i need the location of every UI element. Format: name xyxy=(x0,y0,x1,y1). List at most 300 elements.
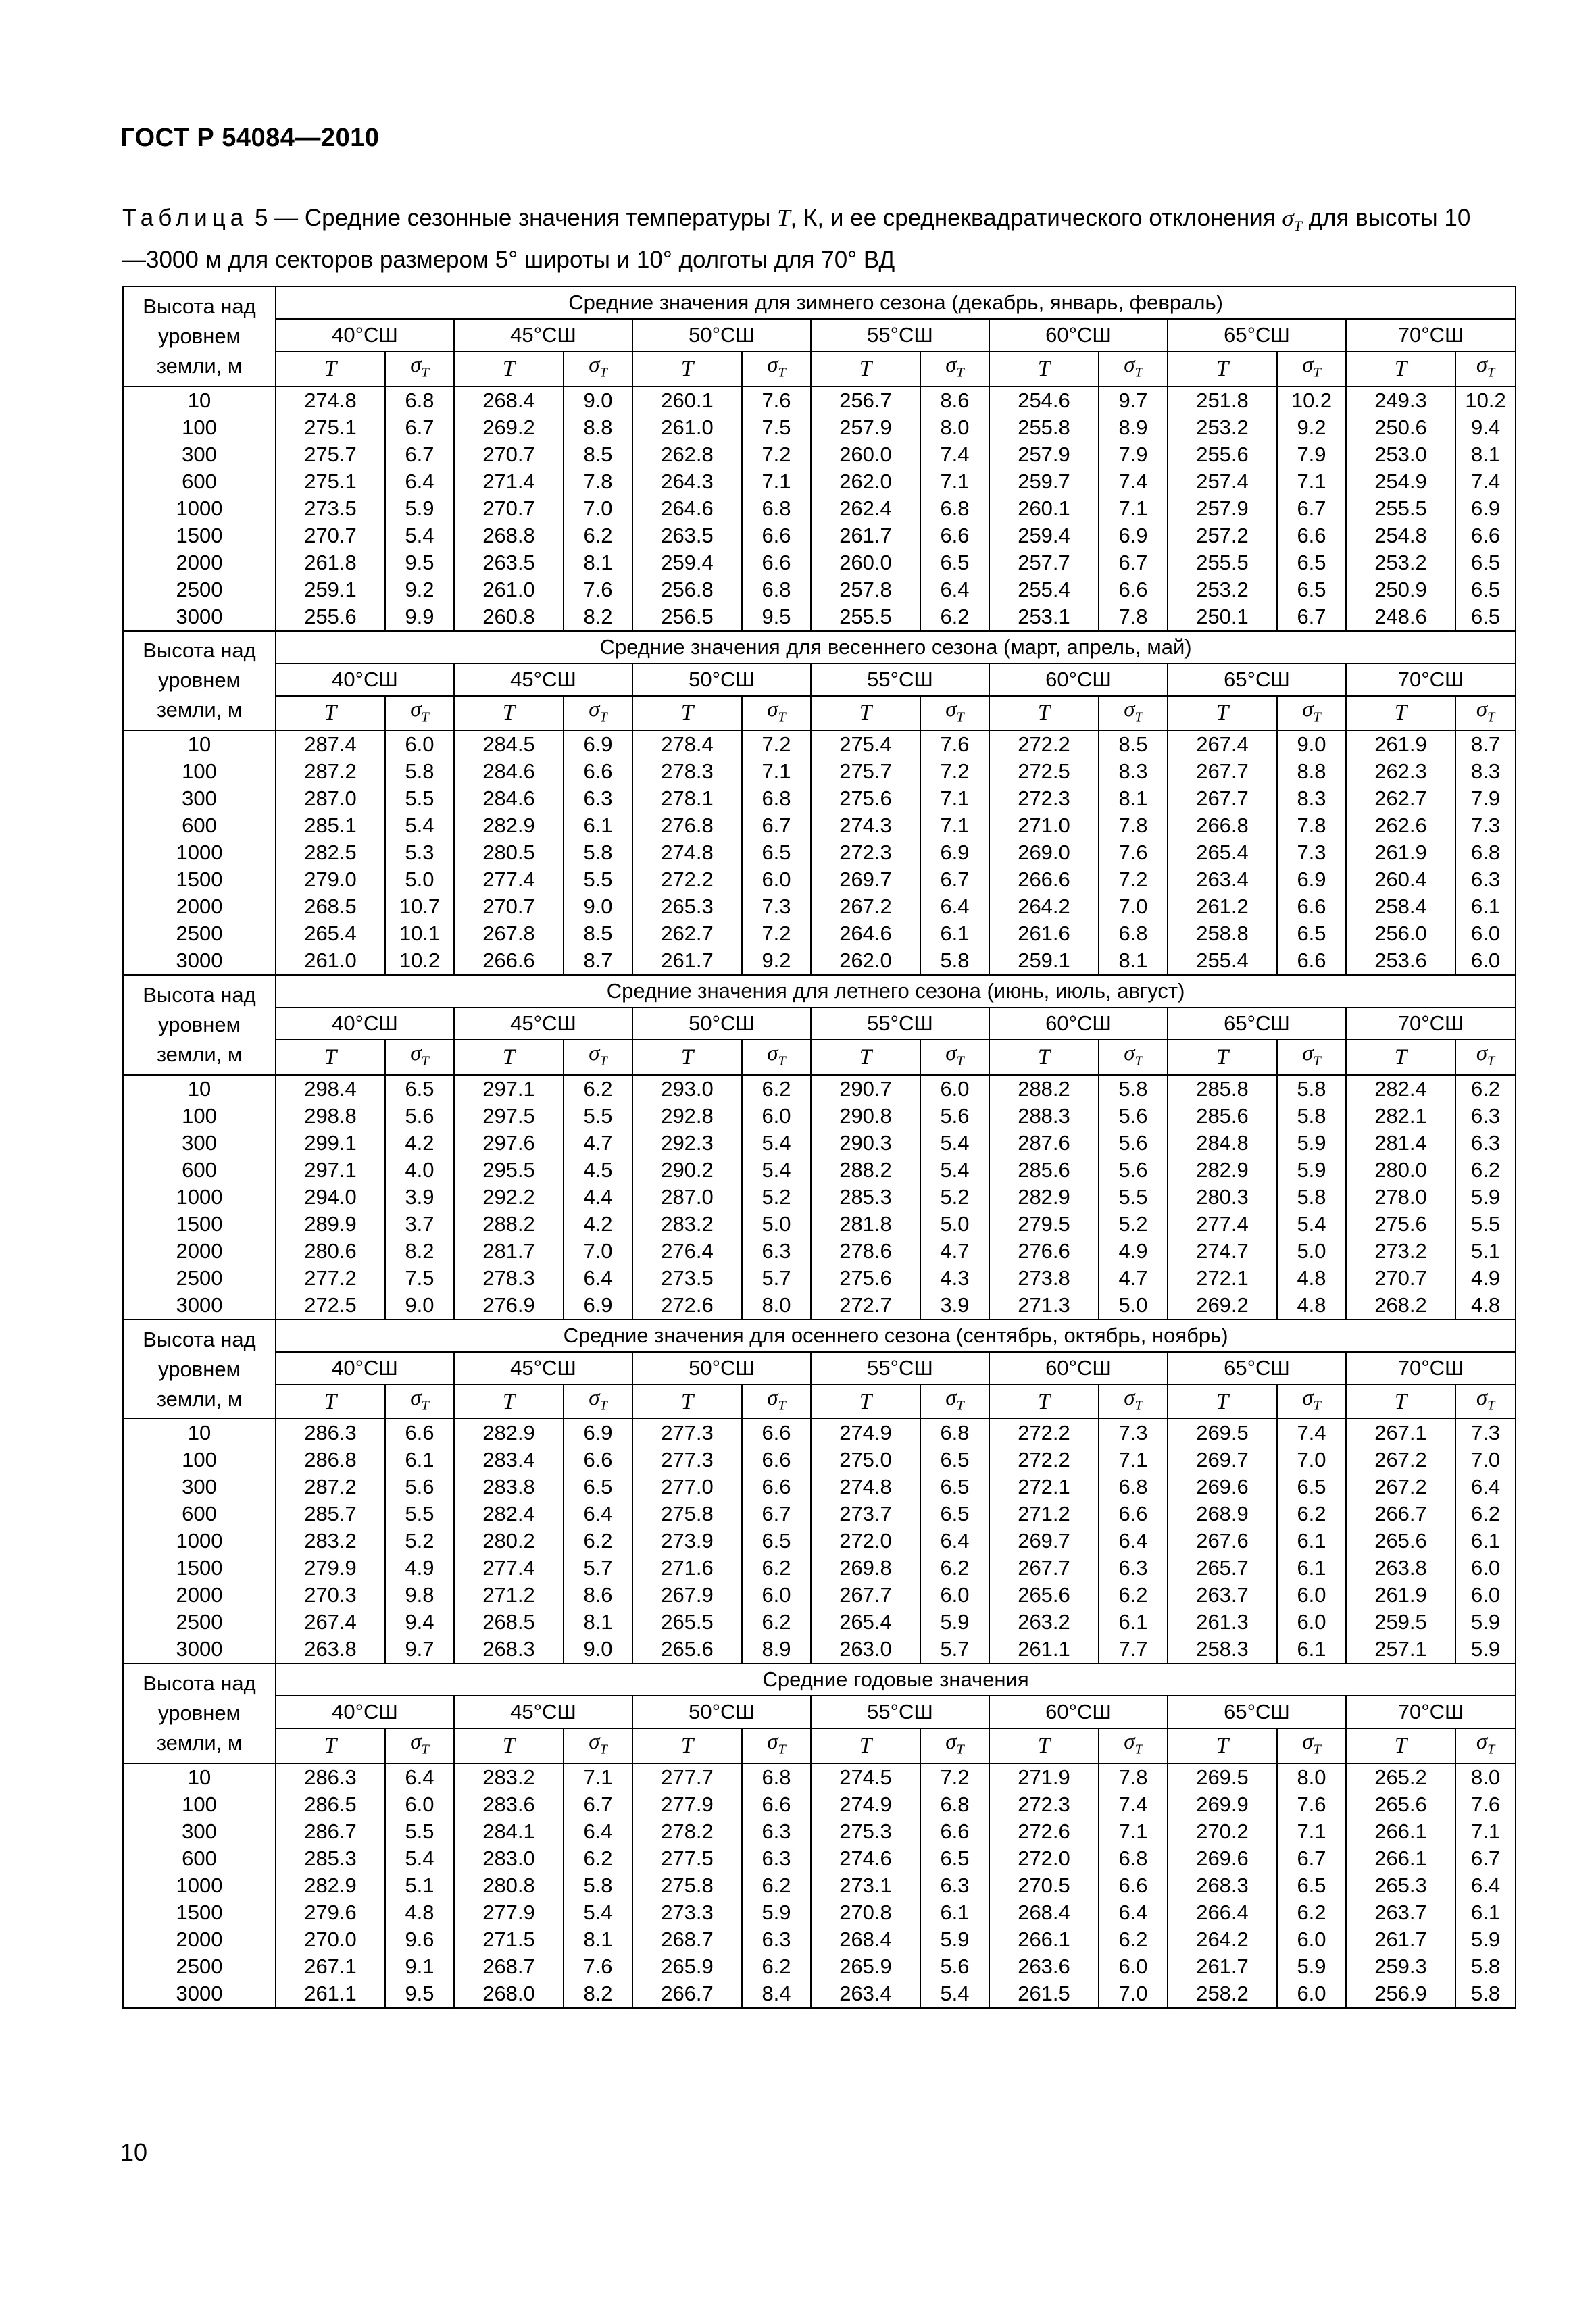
temperature-cell: 263.7 xyxy=(1346,1899,1455,1926)
sigma-cell: 7.7 xyxy=(1099,1636,1168,1663)
table-row xyxy=(123,758,1516,785)
column-sigma-header: $\sigma_T$ xyxy=(1099,1728,1168,1763)
temperature-cell: 261.7 xyxy=(811,522,920,549)
temperature-cell: 277.9 xyxy=(454,1899,564,1926)
height-cell: 300 xyxy=(123,441,276,468)
temperature-cell: 269.8 xyxy=(811,1555,920,1582)
temperature-cell: 263.8 xyxy=(1346,1555,1455,1582)
table-row xyxy=(123,1899,1516,1926)
temperature-cell: 258.2 xyxy=(1168,1980,1277,2008)
temperature-cell: 278.4 xyxy=(632,730,742,758)
temperature-cell: 279.5 xyxy=(989,1211,1099,1238)
temperature-cell: 255.5 xyxy=(811,603,920,631)
temperature-cell: 265.7 xyxy=(1168,1555,1277,1582)
latitude-header: 40°СШ xyxy=(276,319,454,351)
temperature-cell: 267.9 xyxy=(632,1582,742,1609)
sigma-cell: 8.1 xyxy=(1099,785,1168,812)
temperature-cell: 278.6 xyxy=(811,1238,920,1265)
sigma-cell: 7.9 xyxy=(1455,785,1516,812)
height-cell: 1000 xyxy=(123,1528,276,1555)
height-cell: 2000 xyxy=(123,1582,276,1609)
temperature-cell: 260.8 xyxy=(454,603,564,631)
sigma-cell: 5.2 xyxy=(385,1528,454,1555)
temperature-cell: 263.5 xyxy=(632,522,742,549)
table-row xyxy=(123,839,1516,866)
sigma-cell: 4.2 xyxy=(564,1211,632,1238)
temperature-cell: 261.0 xyxy=(632,414,742,441)
temperature-cell: 277.0 xyxy=(632,1474,742,1501)
temperature-cell: 256.0 xyxy=(1346,920,1455,947)
column-sigma-header: $\sigma_T$ xyxy=(1455,1040,1516,1075)
sigma-cell: 9.1 xyxy=(385,1953,454,1980)
column-sigma-header: $\sigma_T$ xyxy=(564,1384,632,1419)
column-t-header: T xyxy=(1168,351,1277,386)
temperature-cell: 292.2 xyxy=(454,1184,564,1211)
sigma-cell: 5.6 xyxy=(385,1103,454,1130)
column-sigma-header: $\sigma_T$ xyxy=(385,696,454,731)
section-title: Средние значения для осеннего сезона (сентябрь, октябрь, ноябрь) xyxy=(276,1319,1516,1352)
temperature-cell: 287.4 xyxy=(276,730,385,758)
sigma-cell: 5.6 xyxy=(1099,1103,1168,1130)
latitude-header: 45°СШ xyxy=(454,1007,632,1040)
table-row xyxy=(123,1953,1516,1980)
height-cell: 1500 xyxy=(123,1211,276,1238)
sigma-cell: 6.5 xyxy=(742,1528,811,1555)
temperature-cell: 267.2 xyxy=(811,893,920,920)
sigma-cell: 5.0 xyxy=(920,1211,989,1238)
sigma-cell: 6.6 xyxy=(1099,576,1168,603)
sigma-cell: 6.4 xyxy=(1455,1474,1516,1501)
sigma-cell: 6.9 xyxy=(564,730,632,758)
sigma-cell: 5.1 xyxy=(385,1872,454,1899)
sigma-cell: 6.0 xyxy=(1455,1555,1516,1582)
temperature-cell: 256.7 xyxy=(811,386,920,414)
temperature-cell: 298.4 xyxy=(276,1075,385,1103)
temperature-cell: 290.8 xyxy=(811,1103,920,1130)
temperature-cell: 253.2 xyxy=(1168,576,1277,603)
section-data xyxy=(123,1419,1516,1663)
sigma-cell: 5.9 xyxy=(1455,1184,1516,1211)
temperature-cell: 260.4 xyxy=(1346,866,1455,893)
sigma-cell: 10.7 xyxy=(385,893,454,920)
temperature-cell: 260.0 xyxy=(811,549,920,576)
temperature-cell: 297.1 xyxy=(454,1075,564,1103)
table-row xyxy=(123,414,1516,441)
temperature-cell: 269.6 xyxy=(1168,1474,1277,1501)
temperature-cell: 259.4 xyxy=(989,522,1099,549)
column-sigma-header: $\sigma_T$ xyxy=(564,1040,632,1075)
table-row xyxy=(123,1211,1516,1238)
sigma-cell: 5.7 xyxy=(742,1265,811,1292)
column-sigma-header: $\sigma_T$ xyxy=(564,351,632,386)
temperature-cell: 277.4 xyxy=(454,866,564,893)
table-row xyxy=(123,1763,1516,1791)
temperature-cell: 282.9 xyxy=(454,812,564,839)
sigma-cell: 6.2 xyxy=(1455,1157,1516,1184)
column-t-header: T xyxy=(811,1040,920,1075)
sigma-cell: 6.1 xyxy=(1277,1636,1346,1663)
sigma-cell: 6.6 xyxy=(742,1474,811,1501)
sigma-cell: 6.5 xyxy=(1277,549,1346,576)
temperature-cell: 287.0 xyxy=(632,1184,742,1211)
section-header xyxy=(123,975,1516,1075)
temperature-cell: 282.9 xyxy=(454,1419,564,1447)
height-cell: 600 xyxy=(123,468,276,495)
temperature-cell: 263.2 xyxy=(989,1609,1099,1636)
sigma-cell: 6.6 xyxy=(564,758,632,785)
sigma-cell: 7.8 xyxy=(1099,603,1168,631)
column-sigma-header: $\sigma_T$ xyxy=(742,696,811,731)
temperature-cell: 259.1 xyxy=(989,947,1099,975)
sigma-cell: 6.0 xyxy=(385,1791,454,1818)
sigma-cell: 4.8 xyxy=(1277,1265,1346,1292)
temperature-cell: 271.9 xyxy=(989,1763,1099,1791)
height-cell: 10 xyxy=(123,1075,276,1103)
sigma-cell: 5.2 xyxy=(742,1184,811,1211)
temperature-cell: 292.3 xyxy=(632,1130,742,1157)
temperature-cell: 266.1 xyxy=(1346,1845,1455,1872)
sigma-cell: 8.9 xyxy=(742,1636,811,1663)
sigma-cell: 6.3 xyxy=(742,1926,811,1953)
table-row xyxy=(123,1636,1516,1663)
section-title: Средние годовые значения xyxy=(276,1663,1516,1696)
sigma-cell: 3.9 xyxy=(920,1292,989,1319)
column-t-header: T xyxy=(1346,1040,1455,1075)
temperature-cell: 282.9 xyxy=(276,1872,385,1899)
temperature-cell: 261.9 xyxy=(1346,839,1455,866)
sigma-cell: 9.2 xyxy=(385,576,454,603)
sigma-cell: 4.9 xyxy=(385,1555,454,1582)
temperature-cell: 249.3 xyxy=(1346,386,1455,414)
sigma-cell: 7.3 xyxy=(1099,1419,1168,1447)
sigma-cell: 7.1 xyxy=(1277,468,1346,495)
temperature-cell: 255.6 xyxy=(1168,441,1277,468)
height-cell: 2500 xyxy=(123,1265,276,1292)
sigma-cell: 5.9 xyxy=(1277,1157,1346,1184)
table-row xyxy=(123,1447,1516,1474)
temperature-cell: 266.8 xyxy=(1168,812,1277,839)
sigma-cell: 5.0 xyxy=(1277,1238,1346,1265)
temperature-cell: 265.2 xyxy=(1346,1763,1455,1791)
temperature-cell: 257.9 xyxy=(811,414,920,441)
temperature-cell: 283.8 xyxy=(454,1474,564,1501)
height-cell: 3000 xyxy=(123,1980,276,2008)
temperature-cell: 271.2 xyxy=(989,1501,1099,1528)
temperature-cell: 299.1 xyxy=(276,1130,385,1157)
temperature-cell: 278.1 xyxy=(632,785,742,812)
sigma-cell: 9.5 xyxy=(385,1980,454,2008)
sigma-cell: 6.5 xyxy=(1455,576,1516,603)
sigma-cell: 7.3 xyxy=(1277,839,1346,866)
section-header xyxy=(123,631,1516,731)
temperature-cell: 271.6 xyxy=(632,1555,742,1582)
sigma-cell: 6.0 xyxy=(1455,947,1516,975)
temperature-cell: 276.4 xyxy=(632,1238,742,1265)
section-data xyxy=(123,730,1516,975)
height-cell: 2500 xyxy=(123,920,276,947)
temperature-cell: 254.6 xyxy=(989,386,1099,414)
temperature-cell: 261.5 xyxy=(989,1980,1099,2008)
temperature-cell: 275.8 xyxy=(632,1872,742,1899)
section-title: Средние значения для весеннего сезона (март, апрель, май) xyxy=(276,631,1516,663)
sigma-cell: 6.3 xyxy=(1455,1130,1516,1157)
temperature-cell: 283.2 xyxy=(454,1763,564,1791)
temperature-cell: 266.1 xyxy=(1346,1818,1455,1845)
sigma-cell: 5.1 xyxy=(1455,1238,1516,1265)
table-row xyxy=(123,1130,1516,1157)
temperature-cell: 268.8 xyxy=(454,522,564,549)
sigma-cell: 9.2 xyxy=(1277,414,1346,441)
sigma-cell: 7.2 xyxy=(742,920,811,947)
temperature-cell: 255.8 xyxy=(989,414,1099,441)
column-t-header: T xyxy=(276,1728,385,1763)
sigma-cell: 9.0 xyxy=(564,386,632,414)
sigma-cell: 6.4 xyxy=(1099,1528,1168,1555)
temperature-cell: 268.0 xyxy=(454,1980,564,2008)
column-sigma-header: $\sigma_T$ xyxy=(564,1728,632,1763)
temperature-cell: 263.6 xyxy=(989,1953,1099,1980)
temperature-cell: 255.5 xyxy=(1168,549,1277,576)
sigma-cell: 5.6 xyxy=(385,1474,454,1501)
temperature-cell: 267.4 xyxy=(1168,730,1277,758)
sigma-cell: 4.7 xyxy=(1099,1265,1168,1292)
sigma-cell: 6.0 xyxy=(1277,1582,1346,1609)
column-sigma-header: $\sigma_T$ xyxy=(920,1728,989,1763)
table-row xyxy=(123,866,1516,893)
caption-text-after: для высоты 10—3000 м для секторов размером 5° широты и 10° долготы для 70° ВД xyxy=(122,205,1471,273)
temperature-cell: 262.0 xyxy=(811,468,920,495)
sigma-cell: 6.1 xyxy=(1099,1609,1168,1636)
temperature-cell: 279.0 xyxy=(276,866,385,893)
height-cell: 600 xyxy=(123,1845,276,1872)
sigma-cell: 5.6 xyxy=(1099,1130,1168,1157)
temperature-cell: 267.1 xyxy=(1346,1419,1455,1447)
sigma-cell: 7.0 xyxy=(1099,893,1168,920)
sigma-cell: 6.8 xyxy=(1099,1845,1168,1872)
temperature-cell: 272.3 xyxy=(989,785,1099,812)
table-row xyxy=(123,1103,1516,1130)
temperature-cell: 274.3 xyxy=(811,812,920,839)
sigma-cell: 7.1 xyxy=(742,758,811,785)
temperature-cell: 248.6 xyxy=(1346,603,1455,631)
sigma-cell: 6.6 xyxy=(1277,893,1346,920)
temperature-cell: 250.6 xyxy=(1346,414,1455,441)
column-sigma-header: $\sigma_T$ xyxy=(1277,1728,1346,1763)
sigma-cell: 5.8 xyxy=(920,947,989,975)
sigma-cell: 6.1 xyxy=(564,812,632,839)
table-row xyxy=(123,386,1516,414)
height-cell: 2500 xyxy=(123,1609,276,1636)
temperature-cell: 286.5 xyxy=(276,1791,385,1818)
sigma-cell: 6.6 xyxy=(742,549,811,576)
temperature-cell: 276.9 xyxy=(454,1292,564,1319)
temperature-cell: 258.8 xyxy=(1168,920,1277,947)
sigma-cell: 8.2 xyxy=(385,1238,454,1265)
sigma-cell: 6.2 xyxy=(742,1953,811,1980)
height-cell: 100 xyxy=(123,1103,276,1130)
temperature-cell: 270.8 xyxy=(811,1899,920,1926)
height-cell: 2000 xyxy=(123,893,276,920)
row-header-label: Высота над уровнем земли, м xyxy=(123,1663,276,1763)
height-cell: 10 xyxy=(123,386,276,414)
sigma-cell: 6.2 xyxy=(1277,1899,1346,1926)
sigma-cell: 6.4 xyxy=(385,468,454,495)
column-t-header: T xyxy=(454,1040,564,1075)
temperature-cell: 265.9 xyxy=(632,1953,742,1980)
sigma-cell: 6.1 xyxy=(1455,1528,1516,1555)
table-caption xyxy=(122,201,1487,277)
temperature-cell: 283.2 xyxy=(276,1528,385,1555)
sigma-cell: 7.0 xyxy=(564,495,632,522)
sigma-cell: 5.7 xyxy=(920,1636,989,1663)
temperature-cell: 272.1 xyxy=(989,1474,1099,1501)
sigma-cell: 5.6 xyxy=(920,1103,989,1130)
column-t-header: T xyxy=(989,351,1099,386)
section-header xyxy=(123,286,1516,386)
sigma-cell: 6.7 xyxy=(1099,549,1168,576)
sigma-cell: 5.5 xyxy=(564,866,632,893)
temperature-cell: 294.0 xyxy=(276,1184,385,1211)
sigma-cell: 9.9 xyxy=(385,603,454,631)
height-cell: 600 xyxy=(123,812,276,839)
sigma-cell: 7.1 xyxy=(1455,1818,1516,1845)
temperature-cell: 254.8 xyxy=(1346,522,1455,549)
latitude-header: 45°СШ xyxy=(454,663,632,696)
temperature-cell: 257.7 xyxy=(989,549,1099,576)
temperature-cell: 287.6 xyxy=(989,1130,1099,1157)
sigma-cell: 8.4 xyxy=(742,1980,811,2008)
temperature-cell: 270.7 xyxy=(454,893,564,920)
table-row xyxy=(123,495,1516,522)
temperature-cell: 263.4 xyxy=(1168,866,1277,893)
temperature-cell: 257.9 xyxy=(989,441,1099,468)
latitude-header: 50°СШ xyxy=(632,1352,811,1384)
caption-symbol-t: T xyxy=(777,205,791,231)
sigma-cell: 5.6 xyxy=(1099,1157,1168,1184)
temperature-cell: 266.6 xyxy=(989,866,1099,893)
sigma-cell: 6.5 xyxy=(564,1474,632,1501)
sigma-cell: 8.0 xyxy=(920,414,989,441)
sigma-cell: 5.2 xyxy=(920,1184,989,1211)
sigma-cell: 7.6 xyxy=(920,730,989,758)
height-cell: 1500 xyxy=(123,866,276,893)
temperature-cell: 269.7 xyxy=(811,866,920,893)
sigma-cell: 6.8 xyxy=(920,1791,989,1818)
sigma-cell: 6.0 xyxy=(1277,1609,1346,1636)
sigma-cell: 6.8 xyxy=(385,386,454,414)
section-title: Средние значения для летнего сезона (июнь, июль, август) xyxy=(276,975,1516,1007)
temperature-cell: 281.7 xyxy=(454,1238,564,1265)
table-row xyxy=(123,603,1516,631)
temperature-cell: 259.1 xyxy=(276,576,385,603)
latitude-header: 55°СШ xyxy=(811,1352,989,1384)
latitude-header: 65°СШ xyxy=(1168,319,1346,351)
height-cell: 1000 xyxy=(123,1872,276,1899)
sigma-cell: 5.6 xyxy=(920,1953,989,1980)
sigma-cell: 5.5 xyxy=(385,1818,454,1845)
temperature-cell: 270.3 xyxy=(276,1582,385,1609)
temperature-cell: 272.5 xyxy=(989,758,1099,785)
temperature-cell: 268.7 xyxy=(454,1953,564,1980)
sigma-cell: 4.8 xyxy=(1455,1292,1516,1319)
temperature-cell: 266.4 xyxy=(1168,1899,1277,1926)
sigma-cell: 5.8 xyxy=(1277,1103,1346,1130)
sigma-cell: 7.1 xyxy=(1099,1447,1168,1474)
sigma-cell: 6.6 xyxy=(385,1419,454,1447)
column-t-header: T xyxy=(276,1384,385,1419)
temperature-cell: 288.3 xyxy=(989,1103,1099,1130)
temperature-cell: 266.7 xyxy=(632,1980,742,2008)
sigma-cell: 6.5 xyxy=(1277,1872,1346,1899)
sigma-cell: 5.4 xyxy=(920,1157,989,1184)
temperature-cell: 267.2 xyxy=(1346,1474,1455,1501)
sigma-cell: 5.5 xyxy=(1455,1211,1516,1238)
sigma-cell: 5.4 xyxy=(564,1899,632,1926)
temperature-cell: 295.5 xyxy=(454,1157,564,1184)
temperature-cell: 286.3 xyxy=(276,1419,385,1447)
table-row xyxy=(123,1609,1516,1636)
sigma-cell: 6.8 xyxy=(1455,839,1516,866)
column-sigma-header: $\sigma_T$ xyxy=(1099,351,1168,386)
sigma-cell: 6.1 xyxy=(1277,1555,1346,1582)
height-cell: 3000 xyxy=(123,603,276,631)
temperature-cell: 257.1 xyxy=(1346,1636,1455,1663)
sigma-cell: 5.0 xyxy=(1099,1292,1168,1319)
sigma-cell: 5.5 xyxy=(385,1501,454,1528)
table-row xyxy=(123,576,1516,603)
row-header-label: Высота над уровнем земли, м xyxy=(123,1319,276,1419)
table-row xyxy=(123,1980,1516,2008)
sigma-cell: 5.7 xyxy=(564,1555,632,1582)
sigma-cell: 5.8 xyxy=(564,839,632,866)
temperature-cell: 270.0 xyxy=(276,1926,385,1953)
height-cell: 2000 xyxy=(123,1238,276,1265)
temperature-cell: 272.6 xyxy=(989,1818,1099,1845)
column-t-header: T xyxy=(989,1040,1099,1075)
temperature-cell: 281.8 xyxy=(811,1211,920,1238)
temperature-cell: 259.7 xyxy=(989,468,1099,495)
temperature-cell: 265.5 xyxy=(632,1609,742,1636)
sigma-cell: 6.2 xyxy=(742,1075,811,1103)
temperature-cell: 253.2 xyxy=(1346,549,1455,576)
table-row xyxy=(123,1818,1516,1845)
column-t-header: T xyxy=(1168,1040,1277,1075)
sigma-cell: 5.8 xyxy=(564,1872,632,1899)
sigma-cell: 5.9 xyxy=(1455,1636,1516,1663)
sigma-cell: 6.9 xyxy=(564,1292,632,1319)
temperature-cell: 285.6 xyxy=(989,1157,1099,1184)
sigma-cell: 6.2 xyxy=(564,522,632,549)
temperature-cell: 283.2 xyxy=(632,1211,742,1238)
temperature-cell: 288.2 xyxy=(989,1075,1099,1103)
sigma-cell: 7.6 xyxy=(1277,1791,1346,1818)
row-header-label: Высота над уровнем земли, м xyxy=(123,631,276,731)
height-cell: 1500 xyxy=(123,1899,276,1926)
temperature-cell: 261.9 xyxy=(1346,1582,1455,1609)
temperature-cell: 275.4 xyxy=(811,730,920,758)
temperature-cell: 253.0 xyxy=(1346,441,1455,468)
table-row xyxy=(123,812,1516,839)
latitude-header: 45°СШ xyxy=(454,319,632,351)
sigma-cell: 3.7 xyxy=(385,1211,454,1238)
sigma-cell: 9.0 xyxy=(564,1636,632,1663)
sigma-cell: 8.1 xyxy=(564,1609,632,1636)
temperature-cell: 261.1 xyxy=(989,1636,1099,1663)
sigma-cell: 7.0 xyxy=(564,1238,632,1265)
table-row xyxy=(123,893,1516,920)
sigma-cell: 6.3 xyxy=(1099,1555,1168,1582)
temperature-cell: 274.9 xyxy=(811,1419,920,1447)
